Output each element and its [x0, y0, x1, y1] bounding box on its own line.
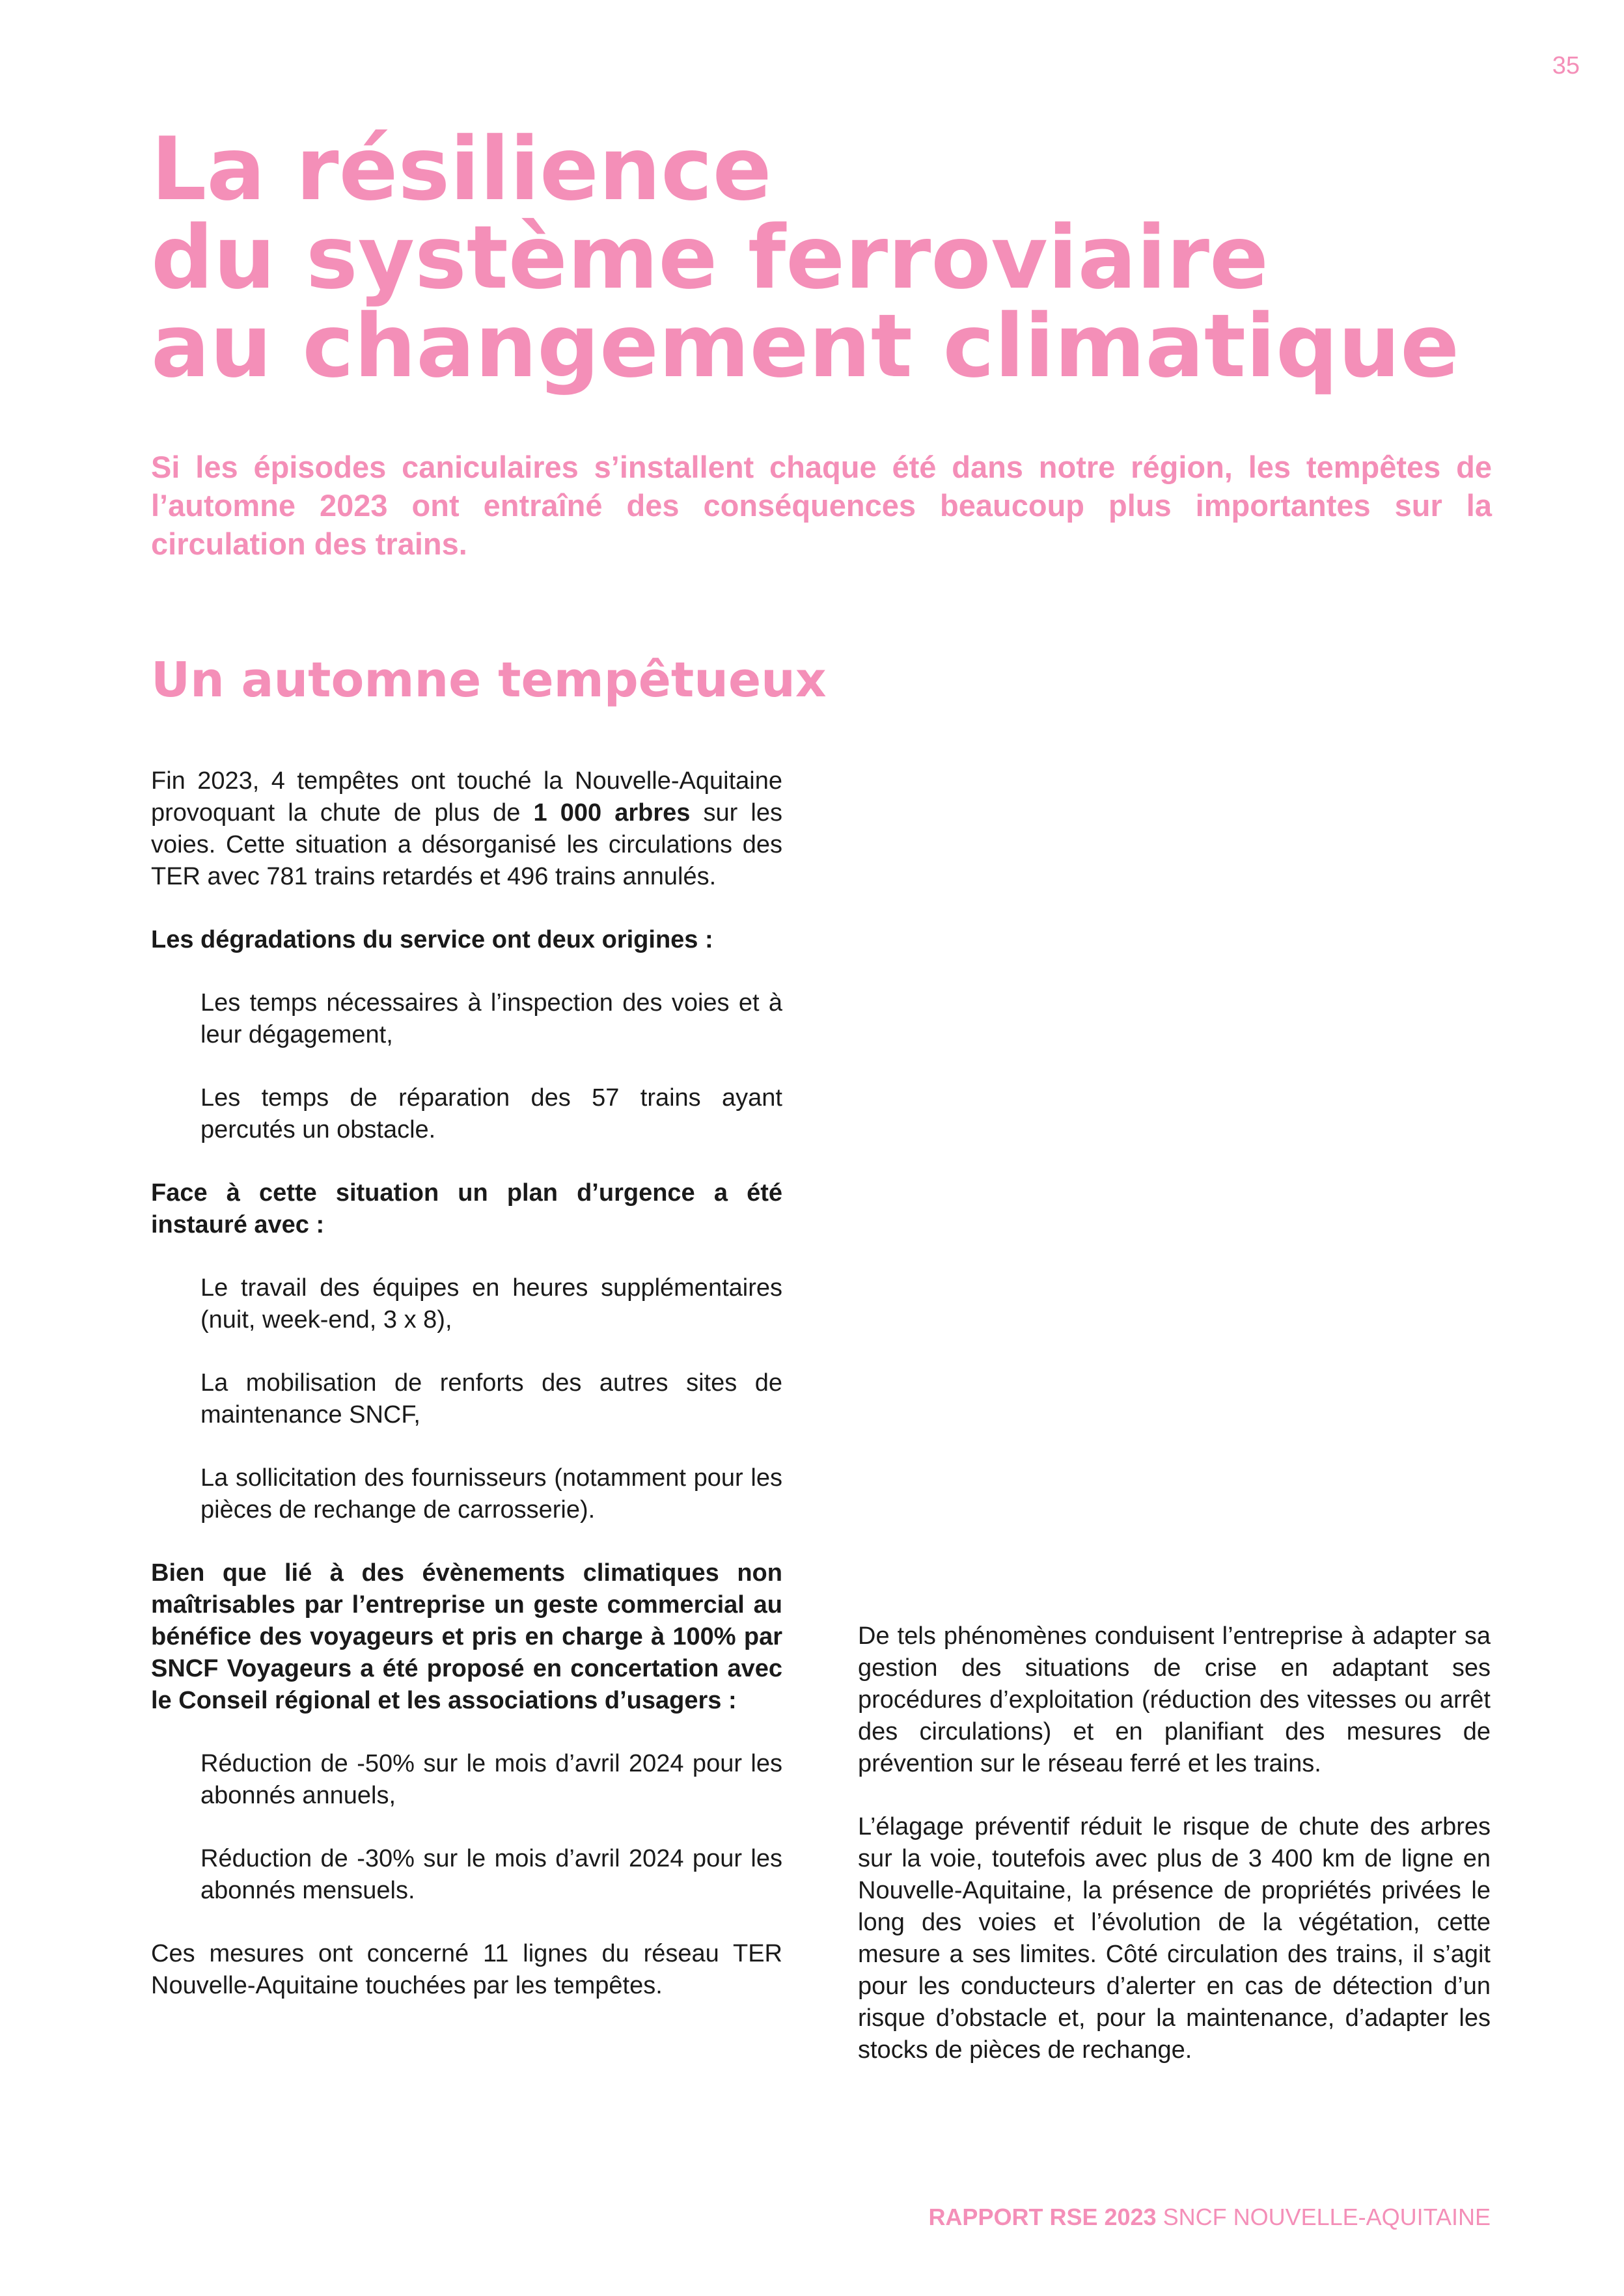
- emergency-plan-heading: Face à cette situation un plan d’urgence a été instauré avec :: [151, 1179, 782, 1238]
- footer-organization: SNCF NOUVELLE-AQUITAINE: [1163, 2204, 1491, 2230]
- gesture-item: Réduction de -50% sur le mois d’avril 2024 pour les abonnés annuels,: [200, 1750, 782, 1809]
- degradation-item: Les temps nécessaires à l’inspection des voies et à leur dégagement,: [200, 989, 782, 1048]
- degradation-item: Les temps de réparation des 57 trains ayant percutés un obstacle.: [200, 1084, 782, 1143]
- gesture-item: Réduction de -30% sur le mois d’avril 2024 pour les abonnés mensuels.: [200, 1845, 782, 1904]
- storm-summary-paragraph: [151, 765, 782, 893]
- section-heading: Un automne tempêtueux: [151, 652, 827, 708]
- pruning-paragraph: L’élagage préventif réduit le risque de chute des arbres sur la voie, toutefois avec plus de 3 400 km de ligne en Nouvelle-Aquitaine, la présence de propriétés privées le long des voies et l’évolution de la végétation, cette mesure a ses limites. Côté circulation des trains, il s’agit pour les conducteurs d’alerter en cas de détection d’un risque d’obstacle et, pour la maintenance, d’adapter les stocks de pièces de rechange.: [858, 1813, 1491, 2064]
- plan-item: Le travail des équipes en heures supplémentaires (nuit, week-end, 3 x 8),: [200, 1274, 782, 1333]
- footer: [928, 2204, 1491, 2231]
- footer-report-title: RAPPORT RSE 2023: [928, 2204, 1157, 2230]
- storm-summary-text-start: Fin 2023, 4 tempêtes ont touché la Nouvelle-Aquitaine provoquant la chute de plus de: [151, 767, 782, 827]
- title-line-3: au changement climatique: [151, 295, 1460, 397]
- title-line-2: du système ferroviaire: [151, 207, 1269, 308]
- storm-summary-text-end: sur les voies. Cette situation a désorganisé les circulations des TER avec 781 trains retardés et 496 trains annulés.: [151, 799, 782, 890]
- left-column: [151, 765, 782, 2033]
- crisis-management-paragraph: De tels phénomènes conduisent l’entreprise à adapter sa gestion des situations de crise en adaptant ses procédures d’exploitation (réduction des vitesses ou arrêt des circulations) et en planifiant des mesures de prévention sur le réseau ferré et les trains.: [858, 1622, 1491, 1777]
- page-title: [151, 118, 1485, 397]
- title-line-1: La résilience: [151, 118, 772, 220]
- trees-count-highlight: 1 000 arbres: [533, 799, 691, 827]
- right-column: [858, 1620, 1491, 2098]
- commercial-gesture-heading: Bien que lié à des évènements climatiques non maîtrisables par l’entreprise un geste commercial au bénéfice des voyageurs et pris en charge à 100% par SNCF Voyageurs a été proposé en concertation avec le Conseil régional et les associations d’usagers :: [151, 1559, 782, 1714]
- intro-lead: Si les épisodes caniculaires s’installent chaque été dans notre région, les tempêtes de l’automne 2023 ont entraîné des conséquences beaucoup plus importantes sur la circulation des trains.: [151, 450, 1492, 561]
- plan-item: La sollicitation des fournisseurs (notamment pour les pièces de rechange de carrosserie).: [200, 1464, 782, 1524]
- closing-paragraph: Ces mesures ont concerné 11 lignes du réseau TER Nouvelle-Aquitaine touchées par les tempêtes.: [151, 1940, 782, 1999]
- page-number: 35: [1552, 52, 1580, 79]
- degradations-heading: Les dégradations du service ont deux origines :: [151, 926, 713, 953]
- plan-item: La mobilisation de renforts des autres sites de maintenance SNCF,: [200, 1369, 782, 1428]
